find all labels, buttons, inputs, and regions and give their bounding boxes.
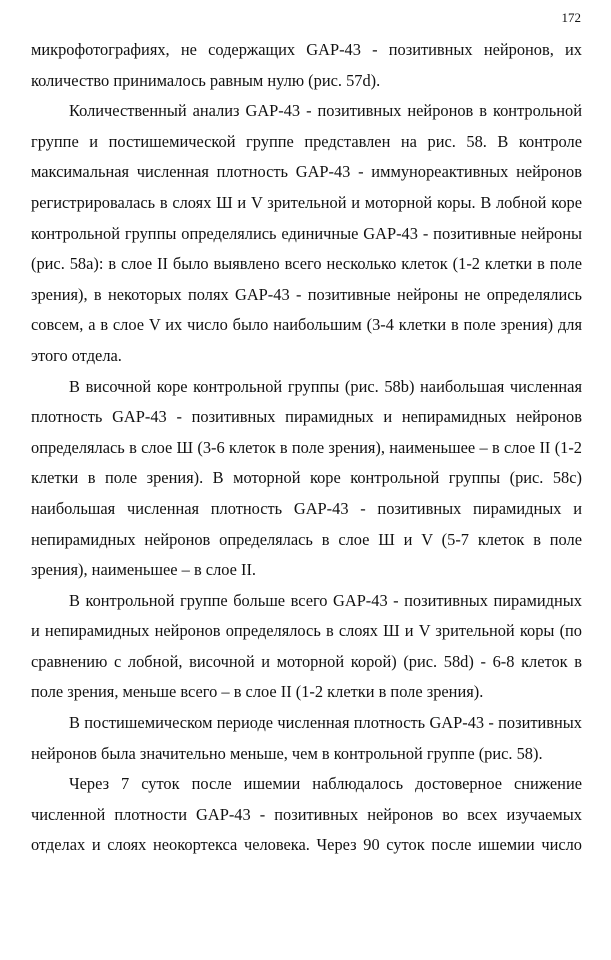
body-text <box>31 35 582 861</box>
paragraph-temporal-motor-cortex: В височной коре контрольной группы (рис. 58b) наибольшая численная плотность GAP-43 - позитивных пирамидных и непирамидных нейронов определялась в слое Ш (3-6 клеток в поле зрения), наименьшее – в слое II (1-2 клетки в поле зрения). В моторной коре контрольной группы (рис. 58с) наибольшая численная плотность GAP-43 - позитивных пирамидных и непирамидных нейронов определялась в слое Ш и V (5-7 клеток в поле зрения), наименьшее – в слое II. <box>31 376 582 580</box>
paragraph-visual-cortex: В контрольной группе больше всего GAP-43 - позитивных пирамидных и непирамидных нейронов определялось в слоях Ш и V зрительной коры (по сравнению с лобной, височной и моторной корой) (рис. 58d) - 6-8 клеток в поле зрения, меньше всего – в слое II (1-2 клетки в поле зрения). <box>31 590 582 702</box>
paragraph-continuation: микрофотографиях, не содержащих GAP-43 - позитивных нейронов, их количество принималось равным нулю (рис. 57d). <box>31 40 582 90</box>
page-number: 172 <box>561 10 581 25</box>
paragraph-after-ischemia: Через 7 суток после ишемии наблюдалось достоверное снижение численной плотности GAP-43 - позитивных нейронов во всех изучаемых отделах и слоях неокортекса человека. Через 90 суток после ишемии число <box>31 774 582 855</box>
paragraph-quantitative-analysis: Количественный анализ GAP-43 - позитивных нейронов в контрольной группе и постишемической группе представлен на рис. 58. В контроле максимальная численная плотность GAP-43 - иммунореактивных нейронов регистрировалась в слоях Ш и V зрительной и моторной коры. В лобной коре контрольной группы определялись единичные GAP-43 - позитивные нейроны (рис. 58а): в слое II было выявлено всего несколько клеток (1-2 клетки в поле зрения), в некоторых полях GAP-43 - позитивные нейроны не определялись совсем, а в слое V их число было наибольшим (3-4 клетки в поле зрения) для этого отдела. <box>31 101 582 365</box>
paragraph-postischemic-period: В постишемическом периоде численная плотность GAP-43 - позитивных нейронов была значительно меньше, чем в контрольной группе (рис. 58). <box>31 713 582 763</box>
